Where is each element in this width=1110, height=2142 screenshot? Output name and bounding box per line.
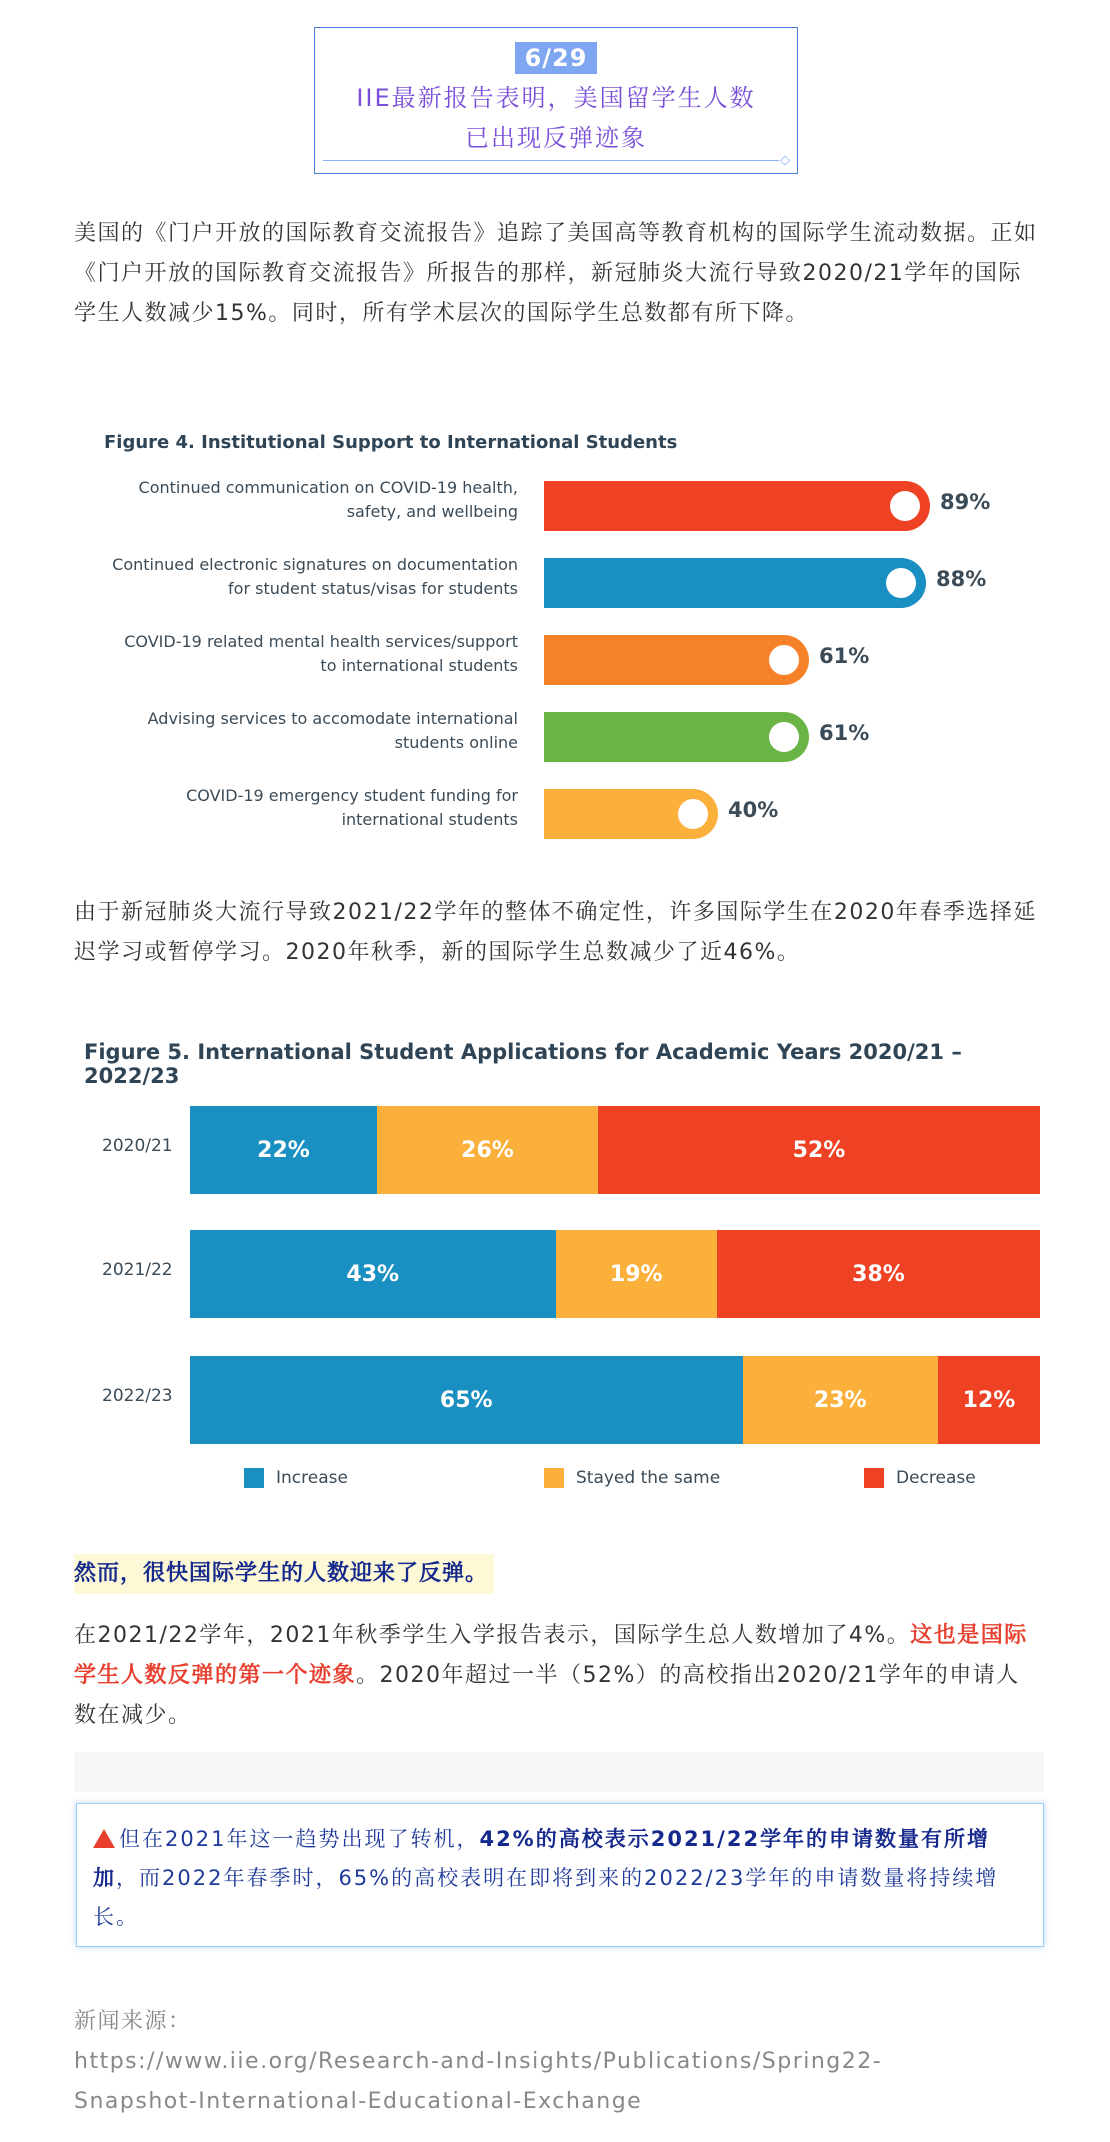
figure-5-legend-swatch — [864, 1468, 884, 1488]
paragraph-3 — [74, 1616, 1040, 1736]
figure-5-legend-label: Decrease — [896, 1468, 976, 1488]
source-url-line1[interactable]: https://www.iie.org/Research-and-Insights/Publications/Spring22- — [74, 2049, 883, 2074]
figure-5-legend-label: Increase — [276, 1468, 348, 1488]
figure-4-category-label — [78, 707, 518, 755]
figure-4-bar-end-dot — [769, 722, 799, 752]
figure-4-bar-end-dot — [890, 491, 920, 521]
figure-5-title: Figure 5. International Student Applications for Academic Years 2020/21 – 2022/23 — [84, 1040, 962, 1088]
figure-5-legend-item — [544, 1466, 720, 1490]
figure-4-category-label-line: safety, and wellbeing — [346, 502, 518, 521]
figure-4-category-label-line: Advising services to accomodate international — [147, 709, 518, 728]
notice-part3: ，而2022年春季时，65%的高校表明在即将到来的2022/23学年的申请数量将持续增长。 — [93, 1866, 999, 1929]
figure-5-category-label: 2022/23 — [102, 1386, 173, 1406]
intro-paragraph: 美国的《门户开放的国际教育交流报告》追踪了美国高等教育机构的国际学生流动数据。正如《门户开放的国际教育交流报告》所报告的那样，新冠肺炎大流行导致2020/21学年的国际学生人数减少15%。同时，所有学术层次的国际学生总数都有所下降。 — [74, 221, 1038, 326]
source-label: 新闻来源： — [74, 2009, 192, 2034]
figure-5-category-label: 2021/22 — [102, 1260, 173, 1280]
figure-4-category-label — [78, 553, 518, 601]
header-title-line2: 已出现反弹迹象 — [465, 124, 647, 152]
gray-band — [74, 1752, 1044, 1792]
figure-5-row — [74, 1356, 1040, 1444]
figure-5-legend-item — [244, 1466, 348, 1490]
diamond-ornament-icon: ◇ — [780, 153, 790, 168]
figure-4-value-label: 88% — [936, 567, 987, 591]
figure-5-legend-swatch — [544, 1468, 564, 1488]
figure-4-category-label — [78, 630, 518, 678]
header-title — [315, 78, 797, 158]
figure-5-segment: 38% — [717, 1230, 1040, 1318]
figure-4-category-label-line: for student status/visas for students — [228, 579, 518, 598]
notice-emphasis: 42%的高校表示2021/22学年的申请数量有所增加 — [93, 1827, 991, 1890]
figure-5-legend-label: Stayed the same — [576, 1468, 721, 1488]
paragraph-2: 由于新冠肺炎大流行导致2021/22学年的整体不确定性，许多国际学生在2020年春季选择延迟学习或暂停学习。2020年秋季，新的国际学生总数减少了近46%。 — [74, 900, 1037, 965]
figure-4-chart — [74, 420, 1040, 840]
figure-5-row — [74, 1106, 1040, 1194]
figure-5-segment: 23% — [743, 1356, 939, 1444]
paragraph-3-part3: 。2020年超过一半（52%）的高校指出2020/21学年的申请人数在减少。 — [74, 1663, 1020, 1728]
figure-5-chart — [74, 1030, 1040, 1500]
figure-4-value-label: 89% — [940, 490, 991, 514]
figure-4-bar-end-dot — [886, 568, 916, 598]
figure-5-segment: 22% — [190, 1106, 377, 1194]
figure-4-value-label: 61% — [819, 721, 870, 745]
figure-4-bar — [544, 789, 718, 839]
figure-4-value-label: 61% — [819, 644, 870, 668]
figure-5-segment: 65% — [190, 1356, 743, 1444]
figure-5-category-label: 2020/21 — [102, 1136, 173, 1156]
figure-4-category-label-line: COVID-19 related mental health services/support — [124, 632, 518, 651]
paragraph-3-part1: 在2021/22学年，2021年秋季学生入学报告表示，国际学生总人数增加了4%。 — [74, 1623, 911, 1648]
figure-5-segment: 43% — [190, 1230, 556, 1318]
highlight-line: 然而，很快国际学生的人数迎来了反弹。 — [74, 1554, 494, 1594]
figure-5-legend-swatch — [244, 1468, 264, 1488]
paragraph-3-emphasis: 这也是国际学生人数反弹的第一个迹象 — [74, 1623, 1028, 1688]
figure-4-row — [74, 476, 1040, 536]
figure-4-category-label-line: international students — [341, 810, 518, 829]
figure-5-segment: 26% — [377, 1106, 598, 1194]
source-block — [74, 2002, 1054, 2122]
header-box — [314, 27, 798, 174]
source-url-line2[interactable]: Snapshot-International-Educational-Exchange — [74, 2089, 643, 2114]
figure-4-row — [74, 553, 1040, 613]
header-divider — [323, 160, 779, 161]
figure-4-value-label: 40% — [728, 798, 779, 822]
figure-4-row — [74, 630, 1040, 690]
figure-4-bar — [544, 481, 930, 531]
figure-4-bar — [544, 635, 809, 685]
figure-4-category-label-line: students online — [394, 733, 518, 752]
figure-4-bar-end-dot — [678, 799, 708, 829]
figure-5-segment: 12% — [938, 1356, 1040, 1444]
figure-4-category-label-line: COVID-19 emergency student funding for — [186, 786, 518, 805]
figure-4-row — [74, 784, 1040, 844]
figure-5-segment: 52% — [598, 1106, 1040, 1194]
figure-4-category-label-line: Continued electronic signatures on documentation — [112, 555, 518, 574]
figure-5-legend-item — [864, 1466, 976, 1490]
figure-4-bar — [544, 558, 926, 608]
figure-5-segment: 19% — [556, 1230, 718, 1318]
header-title-line1: IIE最新报告表明，美国留学生人数 — [356, 84, 756, 112]
figure-4-category-label-line: Continued communication on COVID-19 health, — [138, 478, 518, 497]
figure-5-row — [74, 1230, 1040, 1318]
figure-4-category-label — [78, 784, 518, 832]
figure-4-row — [74, 707, 1040, 767]
figure-4-title: Figure 4. Institutional Support to International Students — [104, 432, 678, 453]
figure-4-category-label-line: to international students — [320, 656, 518, 675]
figure-4-bar — [544, 712, 809, 762]
figure-4-category-label — [78, 476, 518, 524]
notice-box — [76, 1803, 1044, 1947]
date-badge: 6/29 — [515, 42, 598, 74]
notice-part1: 但在2021年这一趋势出现了转机， — [119, 1827, 480, 1851]
warning-triangle-icon — [93, 1829, 115, 1848]
figure-4-bar-end-dot — [769, 645, 799, 675]
